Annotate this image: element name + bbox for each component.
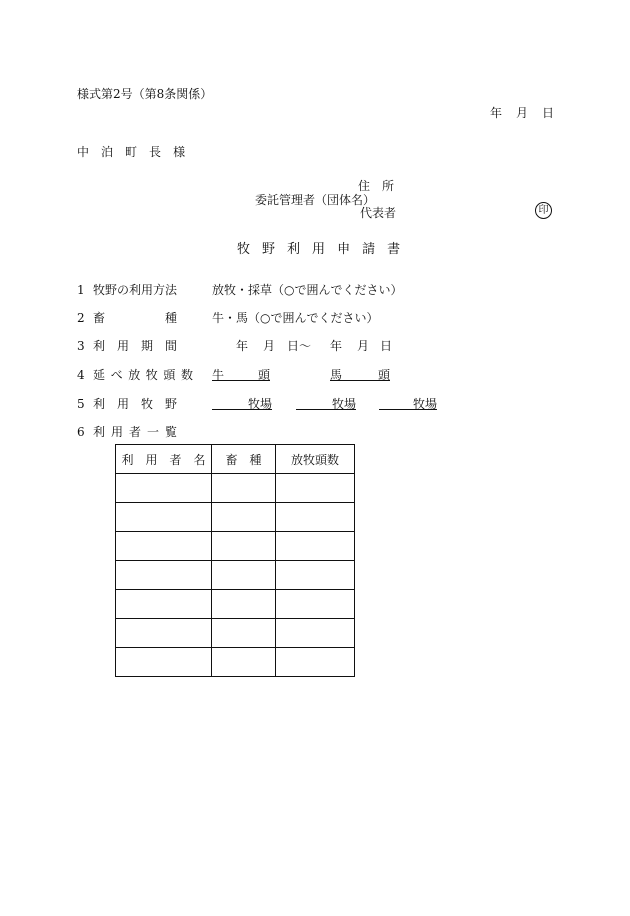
- horse-head-count-field[interactable]: [330, 366, 390, 381]
- cell-head-count[interactable]: [276, 561, 355, 590]
- item-label: [93, 309, 177, 326]
- date-month: 月: [516, 106, 529, 120]
- label-char: 利: [93, 425, 106, 439]
- cell-head-count[interactable]: [276, 474, 355, 503]
- cell-livestock-type[interactable]: [212, 503, 276, 532]
- item-label: [93, 366, 193, 383]
- cell-head-count[interactable]: [276, 503, 355, 532]
- item-number: 3: [77, 339, 85, 353]
- address-label: 住 所: [358, 179, 395, 193]
- item-number: 2: [77, 311, 85, 325]
- livestock-type-value: 牛・馬（○で囲んでください）: [212, 311, 379, 325]
- pasture-unit: 牧場: [247, 397, 272, 411]
- label-char: 利: [93, 397, 106, 411]
- label-char: 一: [146, 425, 159, 439]
- header-user-name: 利 用 者 名: [116, 445, 212, 474]
- header-head-count: 放牧頭数: [276, 445, 355, 474]
- cell-user-name[interactable]: [116, 474, 212, 503]
- title-char: 用: [312, 242, 326, 257]
- label-char: 覧: [164, 425, 177, 439]
- cell-user-name[interactable]: [116, 590, 212, 619]
- date-line: [490, 104, 554, 121]
- cell-user-name[interactable]: [116, 619, 212, 648]
- table-body: [116, 474, 355, 677]
- cell-head-count[interactable]: [276, 532, 355, 561]
- table-row: [116, 619, 355, 648]
- table-row: [116, 532, 355, 561]
- label-char: 野: [164, 397, 177, 411]
- pasture-unit: 牧場: [412, 397, 437, 411]
- period-start-month: 月: [263, 339, 276, 353]
- title-char: 申: [337, 242, 351, 257]
- item-grazing-count: [77, 366, 193, 383]
- item-number: 6: [77, 425, 85, 439]
- user-table: [115, 444, 355, 677]
- label-char: 用: [110, 425, 123, 439]
- title-char: 請: [362, 242, 376, 257]
- head-unit: 頭: [257, 368, 270, 382]
- table-row: [116, 474, 355, 503]
- usage-method-value: 放牧・採草（○で囲んでください）: [212, 283, 403, 297]
- addressee-char: 町: [125, 145, 138, 159]
- representative-label: 代表者: [360, 206, 397, 220]
- title-char: 野: [262, 242, 276, 257]
- label-char: 畜: [93, 311, 106, 325]
- cell-livestock-type[interactable]: [212, 532, 276, 561]
- item-number: 5: [77, 397, 85, 411]
- label-char: 牧: [140, 397, 153, 411]
- period-start-day: 日～: [287, 339, 312, 353]
- cattle-head-count-field[interactable]: [212, 366, 270, 381]
- label-char: 期: [140, 339, 153, 353]
- item-user-list: [77, 423, 177, 440]
- manager-label: 委託管理者（団体名）: [255, 193, 376, 207]
- head-unit: 頭: [377, 368, 390, 382]
- pasture-unit: 牧場: [331, 397, 356, 411]
- cell-head-count[interactable]: [276, 590, 355, 619]
- title-char: 書: [387, 242, 401, 257]
- label-char: 放: [128, 368, 141, 382]
- addressee-char: 泊: [101, 145, 114, 159]
- item-label: [93, 337, 177, 354]
- header-livestock-type: 畜 種: [212, 445, 276, 474]
- cell-livestock-type[interactable]: [212, 561, 276, 590]
- cell-livestock-type[interactable]: [212, 648, 276, 677]
- pasture-field[interactable]: [296, 395, 356, 410]
- addressee: [77, 143, 197, 160]
- item-number: 1: [77, 283, 85, 297]
- label-char: 利: [93, 339, 106, 353]
- table-row: [116, 561, 355, 590]
- period-start-year: 年: [236, 339, 249, 353]
- addressee-char: 長: [149, 145, 162, 159]
- title-char: 牧: [237, 242, 251, 257]
- table-row: [116, 590, 355, 619]
- cell-user-name[interactable]: [116, 503, 212, 532]
- cell-head-count[interactable]: [276, 619, 355, 648]
- period-end-day: 日: [380, 339, 393, 353]
- item-livestock-type: [77, 309, 177, 326]
- cell-livestock-type[interactable]: [212, 619, 276, 648]
- horse-label: 馬: [330, 368, 343, 382]
- table-row: [116, 648, 355, 677]
- title-char: 利: [287, 242, 301, 257]
- pasture-field[interactable]: [212, 395, 272, 410]
- label-char: 種: [164, 311, 177, 325]
- label-char: 用: [116, 339, 129, 353]
- cell-user-name[interactable]: [116, 648, 212, 677]
- date-day: 日: [542, 106, 555, 120]
- label-char: 用: [116, 397, 129, 411]
- table-row: [116, 503, 355, 532]
- label-char: 間: [164, 339, 177, 353]
- item-usage-method: [77, 281, 211, 298]
- seal-mark: 印: [535, 202, 552, 219]
- pasture-field[interactable]: [379, 395, 437, 410]
- period-end-month: 月: [357, 339, 370, 353]
- document-title: [237, 238, 400, 257]
- label-char: 者: [128, 425, 141, 439]
- cell-user-name[interactable]: [116, 532, 212, 561]
- date-year: 年: [490, 106, 503, 120]
- label-char: 牧: [145, 368, 158, 382]
- item-label: [93, 395, 177, 412]
- period-end-year: 年: [330, 339, 343, 353]
- item-label: [93, 423, 177, 440]
- item-number: 4: [77, 368, 85, 382]
- cell-livestock-type[interactable]: [212, 590, 276, 619]
- cell-user-name[interactable]: [116, 561, 212, 590]
- form-number: 様式第2号（第8条関係）: [77, 87, 213, 101]
- label-char: 延: [93, 368, 106, 382]
- table-header-row: [116, 445, 355, 474]
- label-char: べ: [110, 368, 123, 382]
- cattle-label: 牛: [212, 368, 225, 382]
- label-char: 頭: [163, 368, 176, 382]
- cell-livestock-type[interactable]: [212, 474, 276, 503]
- label-char: 数: [180, 368, 193, 382]
- addressee-char: 中: [77, 145, 90, 159]
- cell-head-count[interactable]: [276, 648, 355, 677]
- item-pasture-used: [77, 395, 177, 412]
- item-label: 牧野の利用方法: [93, 283, 178, 297]
- item-usage-period: [77, 337, 177, 354]
- addressee-char: 様: [173, 145, 186, 159]
